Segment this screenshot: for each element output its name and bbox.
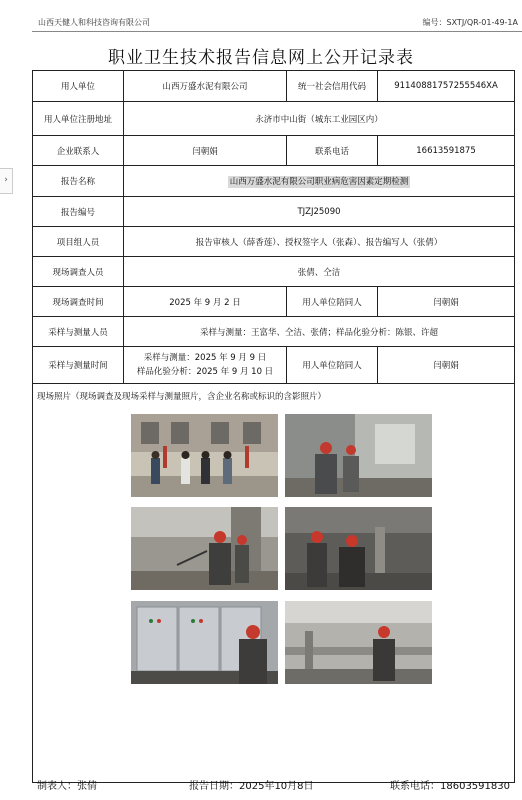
report-name-label: 报告名称 (33, 166, 124, 197)
team-value: 报告审核人（薛香莲）、授权签字人（张森）、报告编写人（张倩） (124, 227, 515, 257)
phone-label: 联系电话 (287, 136, 378, 166)
footer-phone: 联系电话：18603591830 (390, 781, 510, 792)
report-name-value: 山西万盛水泥有限公司职业病危害因素定期检测 (229, 177, 409, 187)
site-photo-5 (131, 601, 278, 684)
escort2-value: 闫朝娟 (378, 347, 515, 384)
escort-value: 闫朝娟 (378, 287, 515, 317)
site-photo-3 (131, 507, 278, 590)
employer-value: 山西万盛水泥有限公司 (124, 71, 287, 102)
site-photo-1 (131, 414, 278, 497)
site-photo-6 (285, 601, 432, 684)
survey-time-label: 现场调查时间 (33, 287, 124, 317)
page-title: 职业卫生技术报告信息网上公开记录表 (108, 48, 414, 68)
photos-cell (33, 384, 515, 783)
survey-staff-label: 现场调查人员 (33, 257, 124, 287)
header-company: 山西天健人和科技咨询有限公司 (38, 18, 150, 27)
photos-caption: 现场照片（现场调查及现场采样与测量照片，含企业名称或标识的含影照片） (37, 392, 327, 402)
footer-maker: 制表人：张倩 (37, 781, 97, 792)
sampling-staff-value: 采样与测量：王富华、仝洁、张倩；样品化验分析：陈银、许超 (124, 317, 515, 347)
survey-staff-value: 张倩、仝洁 (124, 257, 515, 287)
employer-label: 用人单位 (33, 71, 124, 102)
collapse-toggle[interactable] (0, 168, 13, 194)
photo-grid (33, 402, 514, 782)
header-divider (32, 31, 522, 32)
header-doc-code: 编号：SXTJ/QR-01-49-1A (422, 18, 518, 27)
contact-label: 企业联系人 (33, 136, 124, 166)
contact-value: 闫朝娟 (124, 136, 287, 166)
site-photo-4 (285, 507, 432, 590)
team-label: 项目组人员 (33, 227, 124, 257)
address-label: 用人单位注册地址 (33, 102, 124, 136)
sampling-time-value (124, 347, 287, 384)
report-number-label: 报告编号 (33, 197, 124, 227)
sampling-staff-label: 采样与测量人员 (33, 317, 124, 347)
sampling-time-label: 采样与测量时间 (33, 347, 124, 384)
footer-report-date: 报告日期：2025年10月8日 (189, 781, 314, 792)
escort2-label: 用人单位陪同人 (287, 347, 378, 384)
record-table (32, 70, 515, 783)
site-photo-2 (285, 414, 432, 497)
sampling-time-line1: 采样与测量：2025 年 9 月 9 日 (143, 353, 267, 363)
credit-code-value: 91140881757255546XA (378, 71, 515, 102)
phone-value: 16613591875 (378, 136, 515, 166)
address-value: 永济市中山街（城东工业园区内） (124, 102, 515, 136)
credit-code-label: 统一社会信用代码 (287, 71, 378, 102)
chevron-right-icon: › (4, 175, 8, 185)
survey-time-value: 2025 年 9 月 2 日 (124, 287, 287, 317)
report-number-value: TJZJ25090 (124, 197, 515, 227)
sampling-time-line2: 样品化验分析：2025 年 9 月 10 日 (136, 367, 274, 377)
escort-label: 用人单位陪同人 (287, 287, 378, 317)
